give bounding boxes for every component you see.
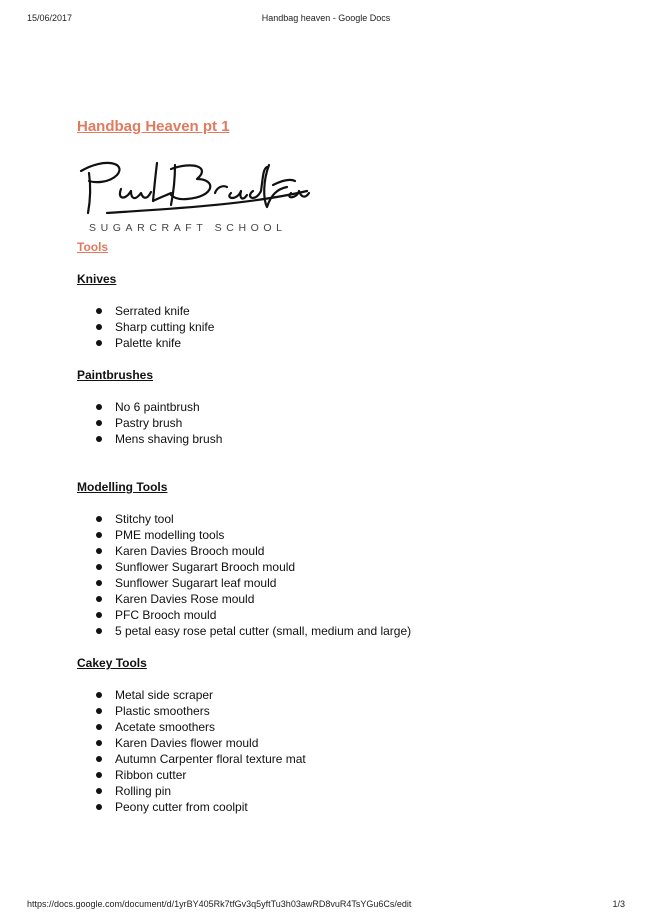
list-item: Serrated knife xyxy=(77,303,597,319)
section-heading: Cakey Tools xyxy=(77,656,147,670)
list-item: Pastry brush xyxy=(77,415,597,431)
list-item: Plastic smoothers xyxy=(77,703,597,719)
section-knives xyxy=(77,271,597,351)
list-item: 5 petal easy rose petal cutter (small, medium and large) xyxy=(77,623,597,639)
print-page-title: Handbag heaven - Google Docs xyxy=(261,13,391,23)
page-number: 1/3 xyxy=(612,899,625,909)
print-date: 15/06/2017 xyxy=(27,13,73,23)
list-item: PME modelling tools xyxy=(77,527,597,543)
list-item: Sunflower Sugarart leaf mould xyxy=(77,575,597,591)
list-item: Autumn Carpenter floral texture mat xyxy=(77,751,597,767)
section-paintbrushes xyxy=(77,367,597,447)
document-title: Handbag Heaven pt 1 xyxy=(77,118,230,135)
list-item: Acetate smoothers xyxy=(77,719,597,735)
section-heading: Knives xyxy=(77,272,117,286)
tools-heading: Tools xyxy=(77,240,109,254)
section-cakey-tools xyxy=(77,655,597,815)
list-item: No 6 paintbrush xyxy=(77,399,597,415)
list-item: Rolling pin xyxy=(77,783,597,799)
section-heading: Modelling Tools xyxy=(77,480,168,494)
list-item: Karen Davies Rose mould xyxy=(77,591,597,607)
list-item: Karen Davies Brooch mould xyxy=(77,543,597,559)
print-url: https://docs.google.com/document/d/1yrBY405Rk7tfGv3q5yftTu3h03awRD8vuR4TsYGu6Cs/edit xyxy=(27,899,412,909)
section-heading: Paintbrushes xyxy=(77,368,154,382)
list-item: Sunflower Sugarart Brooch mould xyxy=(77,559,597,575)
section-modelling-tools xyxy=(77,479,597,639)
paul-bradford-logo xyxy=(77,147,317,239)
list-item: Peony cutter from coolpit xyxy=(77,799,597,815)
list-item: Mens shaving brush xyxy=(77,431,597,447)
list-item: PFC Brooch mould xyxy=(77,607,597,623)
paintbrushes-list xyxy=(77,399,597,447)
list-item: Ribbon cutter xyxy=(77,767,597,783)
list-item: Metal side scraper xyxy=(77,687,597,703)
list-item: Stitchy tool xyxy=(77,511,597,527)
list-item: Palette knife xyxy=(77,335,597,351)
svg-text:SUGARCRAFT SCHOOL: SUGARCRAFT SCHOOL xyxy=(89,222,287,234)
document-body xyxy=(77,117,597,815)
list-item: Sharp cutting knife xyxy=(77,319,597,335)
list-item: Karen Davies flower mould xyxy=(77,735,597,751)
cakey-tools-list xyxy=(77,687,597,815)
knives-list xyxy=(77,303,597,351)
modelling-tools-list xyxy=(77,511,597,639)
